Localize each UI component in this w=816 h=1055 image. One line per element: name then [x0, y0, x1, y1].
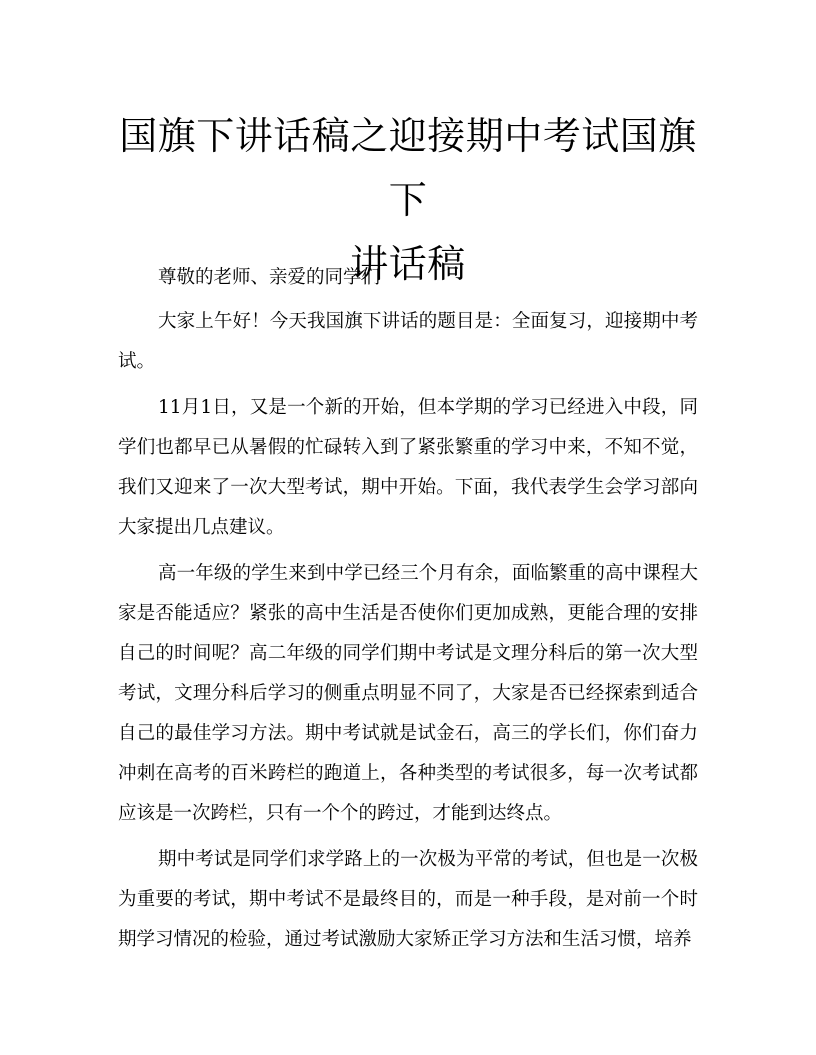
page-title-line-2: 讲话稿 [350, 242, 466, 286]
page-title-line-1: 国旗下讲话稿之迎接期中考试国旗下 [119, 114, 697, 222]
paragraph-3: 高一年级的学生来到中学已经三个月有余，面临繁重的高中课程大家是否能适应？紧张的高中生活是否使你们更加成熟，更能合理的安排自己的时间呢？高二年级的同学们期中考试是文理分科后的第一次大型考试，文理分科后学习的侧重点明显不同了，大家是否已经探索到适合自己的最佳学习方法。期中考试就是试金石，高三的学长们，你们奋力冲刺在高考的百米跨栏的跑道上，各种类型的考试很多，每一次考试都应该是一次跨栏，只有一个个的跨过，才能到达终点。 [118, 563, 698, 824]
paragraph-4: 期中考试是同学们求学路上的一次极为平常的考试，但也是一次极为重要的考试，期中考试不是最终目的，而是一种手段，是对前一个时期学习情况的检验，通过考试激励大家矫正学习方法和生活习惯，培养 [118, 849, 698, 950]
paragraph-2: 11月1日，又是一个新的开始，但本学期的学习已经进入中段，同学们也都早已从暑假的忙碌转入到了紧张繁重的学习中来，不知不觉，我们又迎来了一次大型考试，期中开始。下面，我代表学生会学习部向大家提出几点建议。 [118, 397, 698, 538]
paragraph-1: 大家上午好！今天我国旗下讲话的题目是：全面复习，迎接期中考试。 [118, 311, 698, 372]
document-body [118, 258, 698, 966]
salutation: 尊敬的老师、亲爱的同学们 [158, 267, 381, 288]
